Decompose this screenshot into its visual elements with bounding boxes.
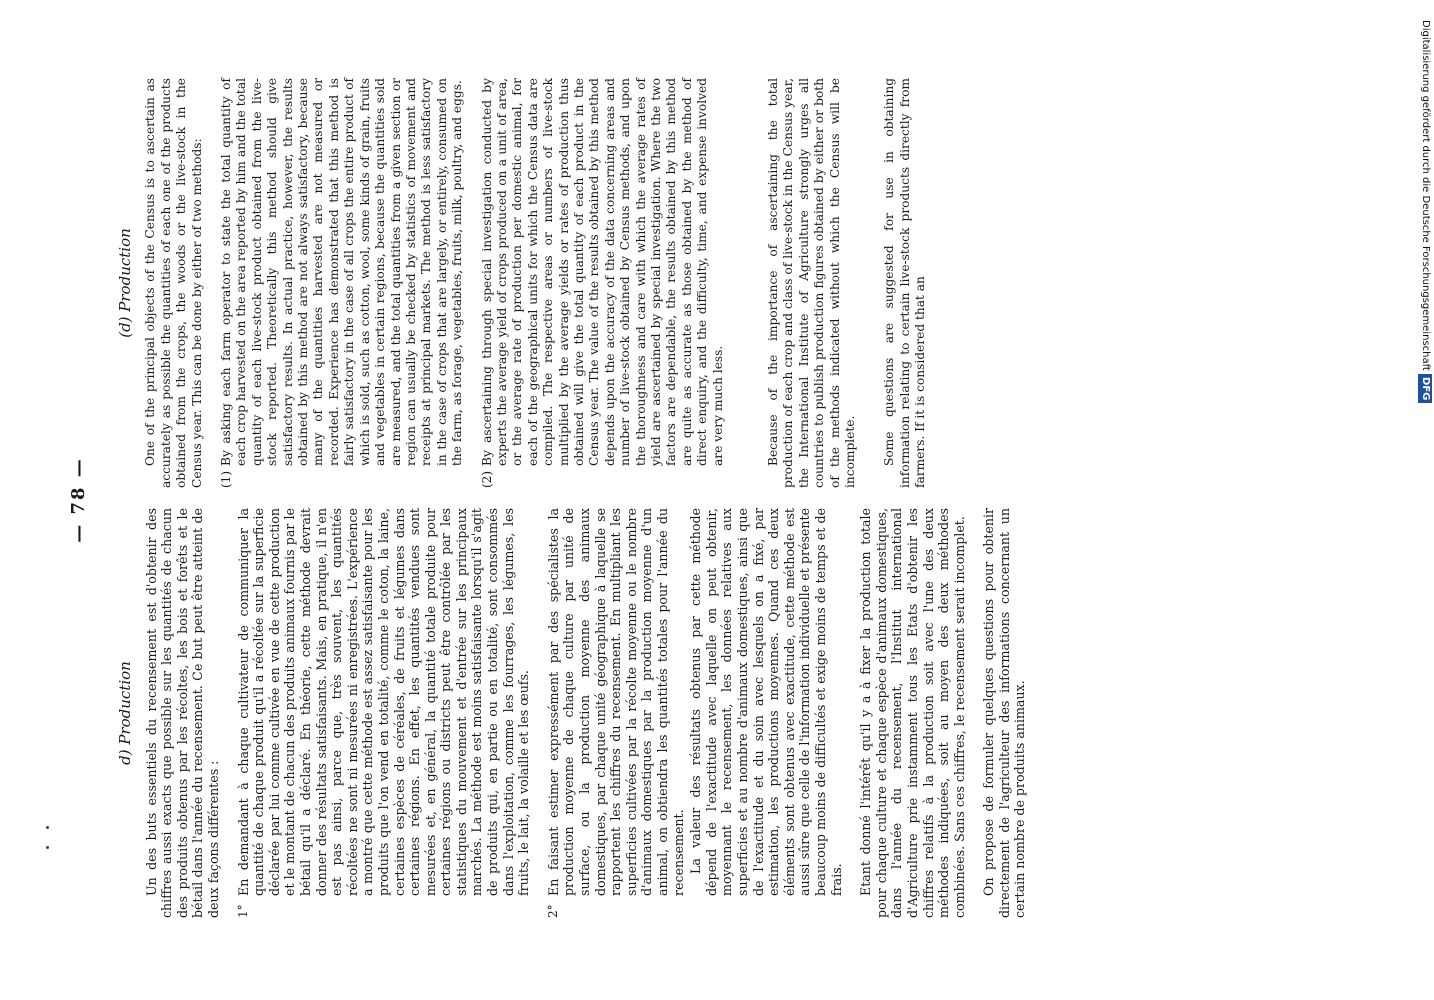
french-method-2-number: 2°	[545, 904, 560, 918]
page-number: — 78 —	[68, 457, 89, 543]
french-heading: d) Production	[116, 661, 134, 765]
scan-speck	[46, 846, 49, 849]
french-method-2	[546, 508, 844, 918]
french-method-2-text: En faisant estimer expressément par des spécialistes la production moyenne de chaque culture par unité de surface, ou la production moyenne des animaux domestiques, par chaque unité géographique à laquelle se rapportent les chiffres du recensement. En multipliant les superficies cultivées par la récolte moyenne ou le nombre d'animaux domestiques par la production moyenne d'un animal, on obtiendra les quantités totales pour l'année du recensement.	[545, 508, 686, 896]
english-paragraph-questions: Some questions are suggested for use in obtaining information relating to certain live-stock products directly from farmers. If it is considered that an	[882, 78, 928, 488]
english-method-2-number: (2)	[479, 471, 494, 488]
english-intro: One of the principal objects of the Census is to ascertain as accurately as possible the quantities of each one of the products obtained from the crops, the woods or the live-stock in the Census year. This can be done by either of two methods:	[143, 78, 204, 488]
french-method-1-text: En demandant à chaque cultivateur de communiquer la quantité de chaque produit qu'il a récoltée sur la superficie déclarée par lui comme cultivée en vue de cette production et le montant de chacun des produits animaux fournis par le bétail qu'il a déclaré. En théorie, cette méthode devrait donner des résultats satisfaisants. Mais, en pratique, il n'en est pas ainsi, parce que, très souvent, les quantités récoltées ne sont ni mesurées ni enregistrées. L'expérience a montré que cette méthode est assez satisfaisante pour les produits que l'on vend en totalité, comme le coton, la laine, certaines espèces de céréales, de fruits et légumes dans certaines régions. En effet, les quantités vendues sont mesurées et, en général, la quantité totale produite pour certaines régions ou districts peut être contrôlée par les statistiques du mouvement et d'entrée sur les principaux marchés. La méthode est moins satisfaisante lorsqu'il s'agit de produits qui, en partie ou en totalité, sont consommés dans l'exploitation, comme les fourrages, les légumes, les fruits, le lait, la volaille et les œufs.	[235, 508, 532, 896]
dfg-logo-icon: DFG	[1418, 374, 1432, 403]
english-method-2	[480, 78, 727, 488]
french-intro: Un des buts essentiels du recensement est d'obtenir des chiffres aussi exacts que possible sur les quantités de chacun des produits obtenus par les récoltes, les bois et forêts et le bétail dans l'année du recensement. Ce but peut être atteint de deux façons différentes :	[143, 508, 221, 918]
english-method-1-text: By asking each farm operator to state the total quantity of each crop harvested on the area reported by him and the total quantity of each live-stock product obtained from the live-stock reported. Theoretically this method should give satisfactory results. In actual practice, however, the results obtained by this method are not always satisfactory, because many of the quantities harvested are not measured or recorded. Experience has demonstrated that this method is fairly satisfactory in the case of all crops the entire product of which is sold, such as cotton, wool, some kinds of grain, fruits and vegetables in certain regions, because the quantities sold are measured, and the total quantities from a given section or region can usually be checked by statistics of movement and receipts at principal markets. The method is less satisfactory in the case of crops that are largely, or entirely, consumed on the farm, as forage, vegetables, fruits, milk, poultry, and eggs.	[219, 78, 465, 466]
english-paragraph-importance: Because of the importance of ascertaining the total production of each crop and class of live-stock in the Census year, the International Institute of Agriculture strongly urges all countries to publish production figures obtained by either or both of the methods indicated without which the Census will be incomplete.	[766, 78, 858, 488]
scan-speck	[46, 826, 49, 829]
french-method-1	[236, 508, 532, 918]
french-paragraph-questions: On propose de formuler quelques questions pour obtenir directement de l'agriculteur des informations concernant un certain nombre de produits animaux.	[981, 508, 1028, 918]
english-method-1	[219, 78, 466, 488]
credit-text: Digitalisierung gefördert durch die Deutsche Forschungsgemeinschaft	[1420, 20, 1431, 371]
english-method-1-number: (1)	[219, 471, 234, 488]
french-paragraph-importance: Etant donné l'intérêt qu'il y a à fixer la production totale pour chaque culture et chaque espèce d'animaux domestiques, dans l'année du recensement, l'Institut international d'Agriculture prie instamment tous les Etats d'obtenir les chiffres relatifs à la production soit avec l'une des deux méthodes indiquées, soit au moyen des deux méthodes combinées. Sans ces chiffres, le recensement serait incomplet.	[858, 508, 967, 918]
english-method-2-text: By ascertaining through special investigation conducted by experts the average yield of crops produced on a unit of area, or the average rate of production per domestic animal, for each of the geographical units for which the Census data are compiled. The respective areas or numbers of live-stock multiplied by the average yields or rates of production thus obtained will give the total quantity of each product in the Census year. The value of the results obtained by this method depends upon the accuracy of the data concerning areas and number of live-stock obtained by Census methods, and upon the thoroughness and care with which the average rates of yield are ascertained by special investigation. Where the two factors are dependable, the results obtained by this method are quite as accurate as those obtained by the method of direct enquiry, and the difficulty, time, and expense involved are very much less.	[479, 78, 725, 466]
english-heading: (d) Production	[116, 228, 134, 338]
english-column	[118, 78, 943, 488]
french-column	[118, 508, 1042, 918]
french-method-1-number: 1°	[235, 904, 250, 918]
french-method-2-continuation: La valeur des résultats obtenus par cette méthode dépend de l'exactitude avec laquelle on peut obtenir, moyennant le recensement, les données relatives aux superficies et au nombre d'animaux domestiques, ainsi que de l'exactitude et du soin avec lesquels on a fixé, par estimation, les productions moyennes. Quand ces deux éléments sont obtenus avec exactitude, cette méthode est aussi sûre que celle de l'information individuelle et présente beaucoup moins de difficultés et exige moins de temps et de frais.	[688, 508, 844, 896]
digitization-credit	[1416, 20, 1434, 980]
